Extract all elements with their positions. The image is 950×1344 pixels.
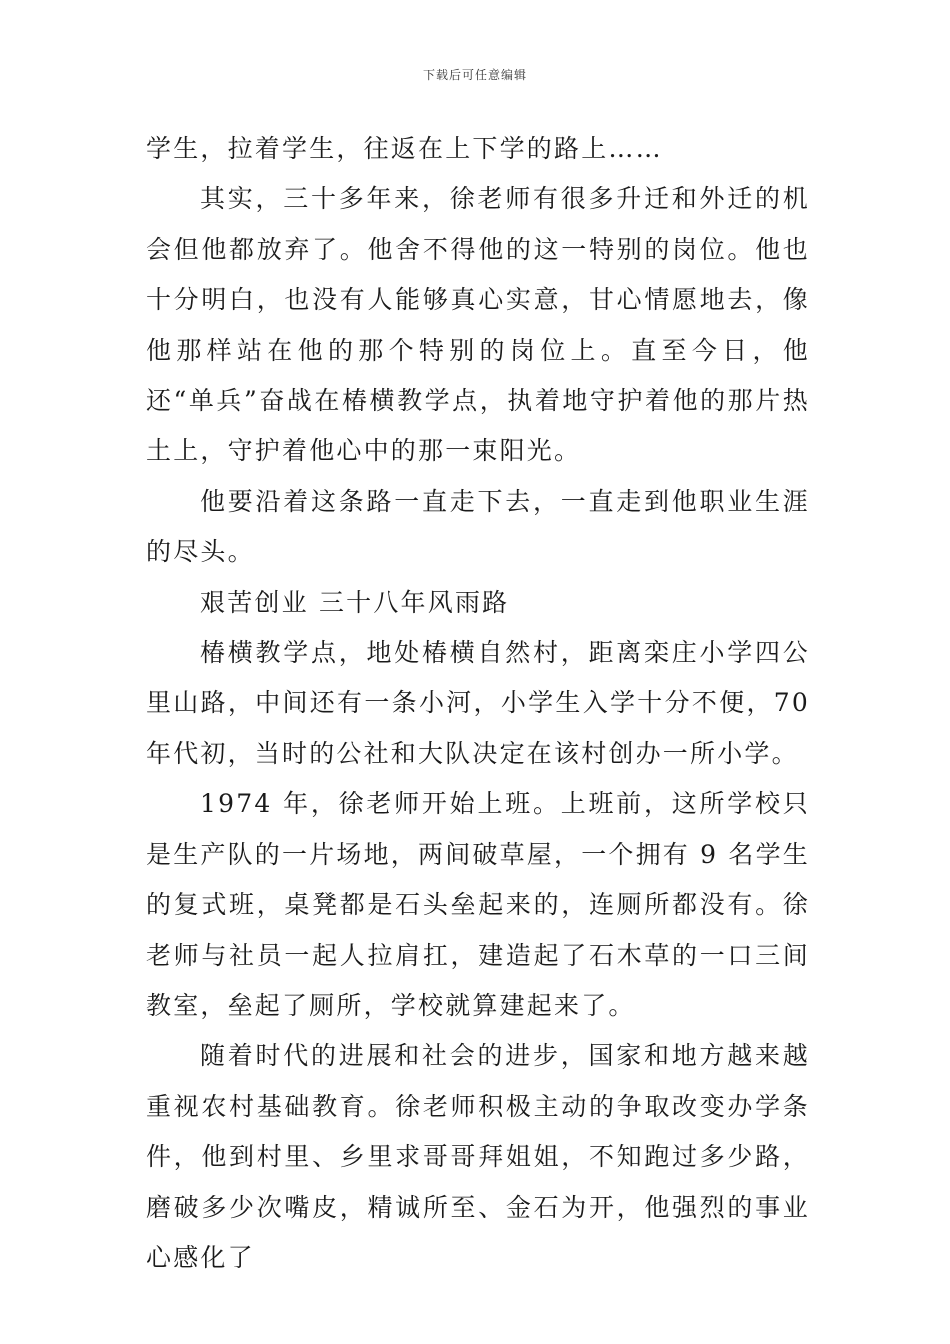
header-note: 下载后可任意编辑 [422, 68, 527, 82]
document-body [146, 124, 810, 1283]
paragraph: 1974 年，徐老师开始上班。上班前，这所学校只是生产队的一片场地，两间破草屋，一个拥有 9 名学生的复式班，桌凳都是石头垒起来的，连厕所都没有。徐老师与社员一起人拉肩扛，建造起了石木草的一口三间教室，垒起了厕所，学校就算建起来了。 [146, 789, 811, 1020]
paragraph: 椿横教学点，地处椿横自然村，距离栾庄小学四公里山路，中间还有一条小河，小学生入学十分不便，70年代初，当时的公社和大队决定在该村创办一所小学。 [146, 638, 810, 768]
paragraph: 他要沿着这条路一直走下去，一直走到他职业生涯的尽头。 [146, 486, 810, 567]
paragraph: 学生，拉着学生，往返在上下学的路上…… [146, 134, 663, 163]
paragraph: 其实，三十多年来，徐老师有很多升迁和外迁的机会但他都放弃了。他舍不得他的这一特别的岗位。他也十分明白，也没有人能够真心实意，甘心情愿地去，像他那样站在他的那个特别的岗位上。直至今日，他还“单兵”奋战在椿横教学点，执着地守护着他的那片热土上，守护着他心中的那一束阳光。 [146, 184, 810, 466]
section-heading: 艰苦创业 三十八年风雨路 [200, 587, 510, 617]
paragraph: 随着时代的进展和社会的进步，国家和地方越来越重视农村基础教育。徐老师积极主动的争取改变办学条件，他到村里、乡里求哥哥拜姐姐，不知跑过多少路，磨破多少次嘴皮，精诚所至、金石为开，他强烈的事业心感化了 [146, 1041, 810, 1272]
